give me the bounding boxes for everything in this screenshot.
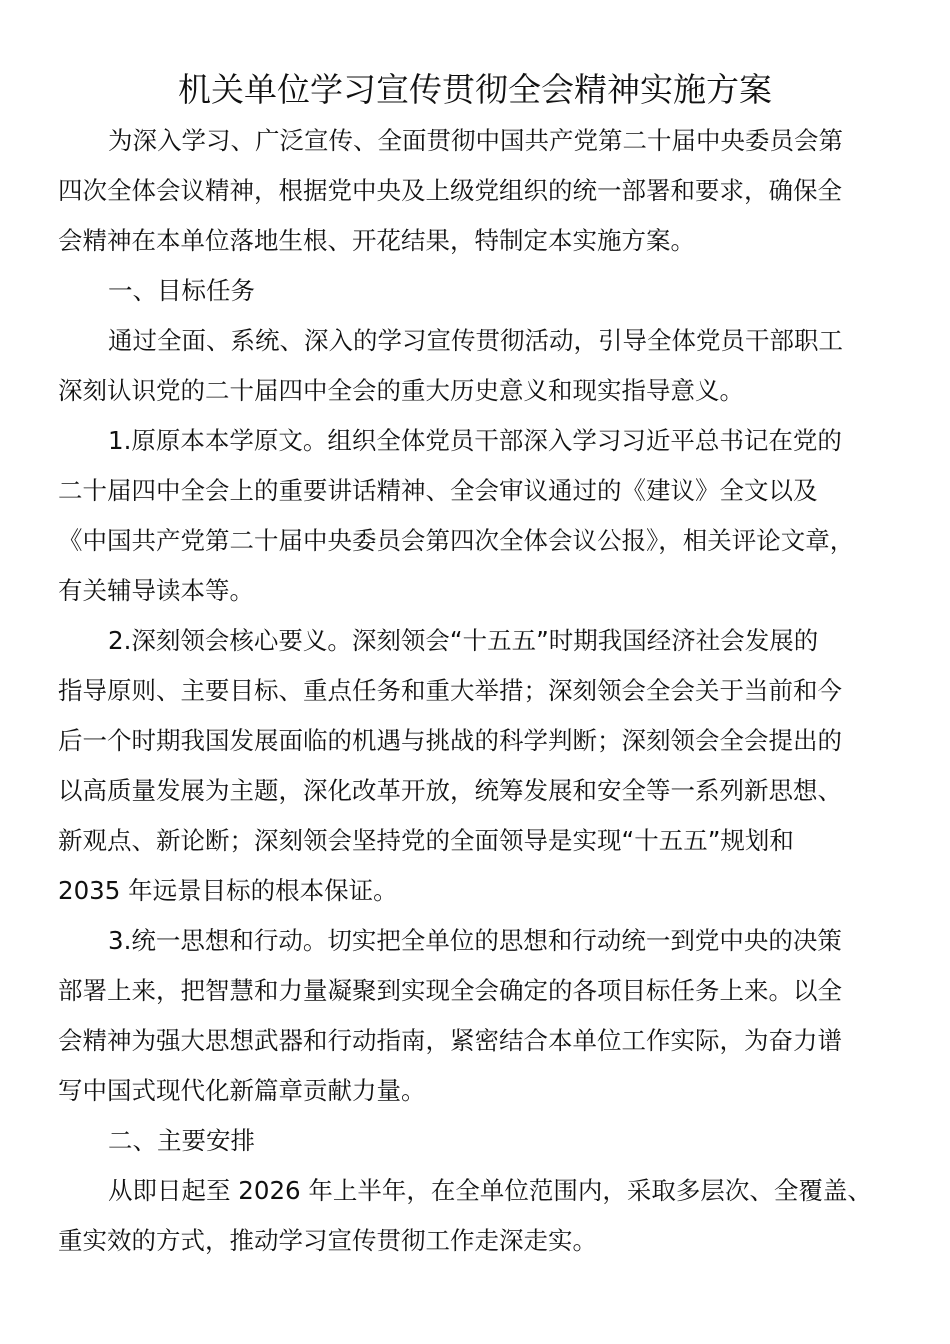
intro-paragraph — [58, 116, 898, 266]
text-line: 为深入学习、广泛宣传、全面贯彻中国共产党第二十届中央委员会第 — [108, 126, 843, 155]
text-line: 3.统一思想和行动。切实把全单位的思想和行动统一到党中央的决策 — [108, 926, 842, 955]
text-line: 写中国式现代化新篇章贡献力量。 — [58, 1076, 426, 1105]
text-line: 新观点、新论断；深刻领会坚持党的全面领导是实现“十五五”规划和 — [58, 826, 794, 855]
text-line: 以高质量发展为主题，深化改革开放，统筹发展和安全等一系列新思想、 — [58, 776, 842, 805]
text-line: 1.原原本本学原文。组织全体党员干部深入学习习近平总书记在党的 — [108, 426, 842, 455]
text-line: 深刻认识党的二十届四中全会的重大历史意义和现实指导意义。 — [58, 376, 744, 405]
list-item-1 — [58, 416, 898, 616]
text-line: 部署上来，把智慧和力量凝聚到实现全会确定的各项目标任务上来。以全 — [58, 976, 842, 1005]
arrangements-paragraph — [58, 1166, 898, 1266]
text-line: 会精神在本单位落地生根、开花结果，特制定本实施方案。 — [58, 226, 695, 255]
document-body — [58, 116, 898, 1266]
section-heading-arrangements — [58, 1116, 898, 1166]
list-item-3 — [58, 916, 898, 1116]
section-heading-text: 二、主要安排 — [108, 1126, 255, 1155]
text-line: 2.深刻领会核心要义。深刻领会“十五五”时期我国经济社会发展的 — [108, 626, 819, 655]
text-line: 有关辅导读本等。 — [58, 576, 254, 605]
text-line: 从即日起至 2026 年上半年，在全单位范围内，采取多层次、全覆盖、 — [108, 1176, 872, 1205]
text-line: 通过全面、系统、深入的学习宣传贯彻活动，引导全体党员干部职工 — [108, 326, 843, 355]
text-line: 四次全体会议精神，根据党中央及上级党组织的统一部署和要求，确保全 — [58, 176, 842, 205]
text-line: 会精神为强大思想武器和行动指南，紧密结合本单位工作实际，为奋力谱 — [58, 1026, 842, 1055]
goals-paragraph — [58, 316, 898, 416]
section-heading-text: 一、目标任务 — [108, 276, 255, 305]
section-heading-goals — [58, 266, 898, 316]
text-line: 指导原则、主要目标、重点任务和重大举措；深刻领会全会关于当前和今 — [58, 676, 842, 705]
text-line: 重实效的方式，推动学习宣传贯彻工作走深走实。 — [58, 1226, 597, 1255]
text-line: 二十届四中全会上的重要讲话精神、全会审议通过的《建议》全文以及 — [58, 476, 818, 505]
text-line: 2035 年远景目标的根本保证。 — [58, 876, 398, 905]
text-line: 《中国共产党第二十届中央委员会第四次全体会议公报》，相关评论文章， — [58, 526, 855, 555]
document-title: 机关单位学习宣传贯彻全会精神实施方案 — [178, 70, 772, 109]
text-line: 后一个时期我国发展面临的机遇与挑战的科学判断；深刻领会全会提出的 — [58, 726, 842, 755]
list-item-2 — [58, 616, 898, 916]
